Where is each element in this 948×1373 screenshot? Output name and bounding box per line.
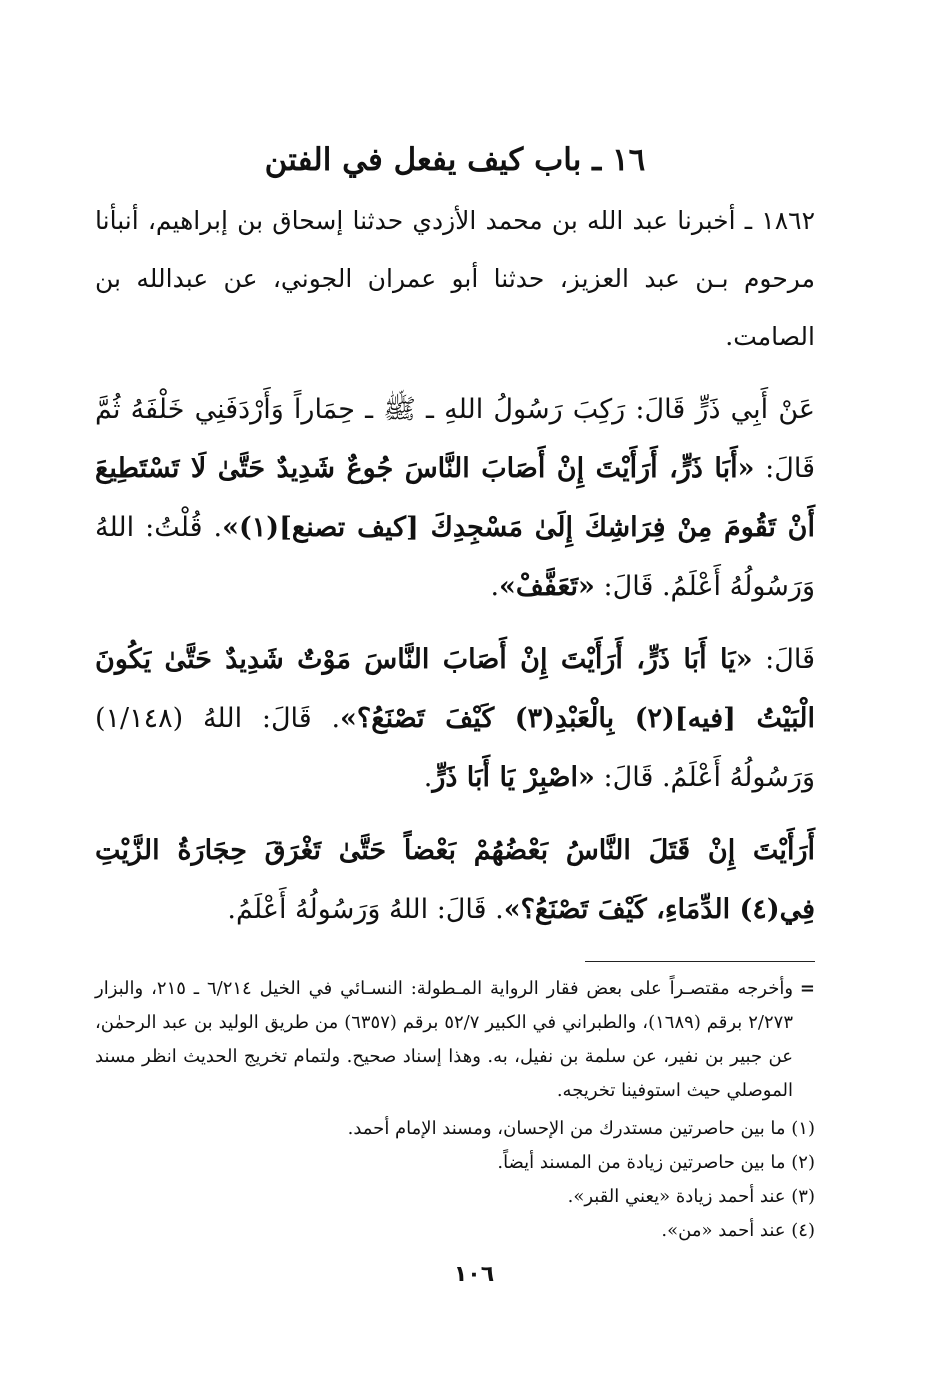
hadith-narration: قَالَ: [752,644,815,675]
hadith-paragraph-3 [95,821,815,939]
hadith-reply: . قُلْتُ: اللهُ وَرَسُولُهُ أَعْلَمُ. قَالَ: [95,512,815,602]
hadith-reply: . قَالَ: اللهُ وَرَسُولُهُ أَعْلَمُ. [227,894,504,925]
isnad-paragraph: ١٨٦٢ ـ أخبرنا عبد الله بن محمد الأزدي حدثنا إسحاق بن إبراهيم، أنبأنا مرحوم بـن عبد العزيز، حدثنا أبو عمران الجوني، عن عبدالله بن الصامت. [95,206,815,351]
hadith-paragraph-2 [95,630,815,807]
hadith-quote: «أَبَا ذَرٍّ، أَرَأَيْتَ إِنْ أَصَابَ النَّاسَ جُوعٌ شَدِيدٌ حَتَّىٰ لَا تَسْتَطِيعَ أَنْ تَقُومَ مِنْ فِرَاشِكَ إِلَىٰ مَسْجِدِكَ [كيف تصنع](١)» [95,453,816,543]
chapter-title: ١٦ ـ باب كيف يفعل في الفتن [264,142,646,178]
footnote-divider [585,961,815,962]
book-page [95,130,815,1248]
page-number: ١٠٦ [453,1262,495,1287]
period: . [490,571,500,602]
footnotes [95,972,815,1248]
hadith-paragraph-1 [95,380,815,616]
hadith-quote: «يَا أَبَا ذَرٍّ، أَرَأَيْتَ إِنْ أَصَابَ النَّاسَ مَوْتٌ شَدِيدٌ حَتَّىٰ يَكُونَ الْبَيْتُ [فيه](٢) بِالْعَبْدِ(٣) كَيْفَ تَصْنَعُ؟» [95,644,815,734]
hadith-quote: أَرَأَيْتَ إِنْ قَتَلَ النَّاسُ بَعْضُهُمْ بَعْضاً حَتَّىٰ تَغْرَقَ حِجَارَةُ الزَّيْتِ فِي(٤) الدِّمَاءِ، كَيْفَ تَصْنَعُ؟» [95,835,815,925]
footnote-continuation [95,972,815,1108]
footnote-3: (٣) عند أحمد زيادة «يعني القبر». [567,1186,815,1207]
footnote-4: (٤) عند أحمد «من». [661,1220,815,1241]
footnote-1: (١) ما بين حاصرتين مستدرك من الإحسان، ومسند الإمام أحمد. [347,1118,815,1139]
hadith-reply: . قَالَ: اللهُ (١/١٤٨) وَرَسُولُهُ أَعْلَمُ. قَالَ: [95,703,815,793]
continuation-mark: = [799,978,815,999]
hadith-narration: عَنْ أَبِي ذَرٍّ قَالَ: رَكِبَ رَسُولُ اللهِ ـ ﷺ ـ حِمَاراً وَأَرْدَفَنِي خَلْفَهُ ثُمَّ قَالَ: [95,394,815,484]
hadith-quote: «اصْبِرْ يَا أَبَا ذَرٍّ [432,762,595,793]
footnote-continuation-text: وأخرجه مقتصـراً على بعض فقار الرواية المـطولة: النسـائي في الخيل ٦/٢١٤ ـ ٢١٥، والبزار ٢/٢٧٣ برقم (١٦٨٩)، والطبراني في الكبير ٥٢/٧ برقم (٦٣٥٧) من طريق الوليد بن عبد الرحمٰن، عن جبير بن نفير، عن سلمة بن نفيل، به. وهذا إسناد صحيح. ولتمام تخريج الحديث انظر مسند الموصلي حيث استوفينا تخريجه. [95,978,794,1101]
period: . [423,762,433,793]
hadith-quote: «تَعَفَّفْ» [499,571,595,602]
footnote-2: (٢) ما بين حاصرتين زيادة من المسند أيضاً. [497,1152,815,1173]
